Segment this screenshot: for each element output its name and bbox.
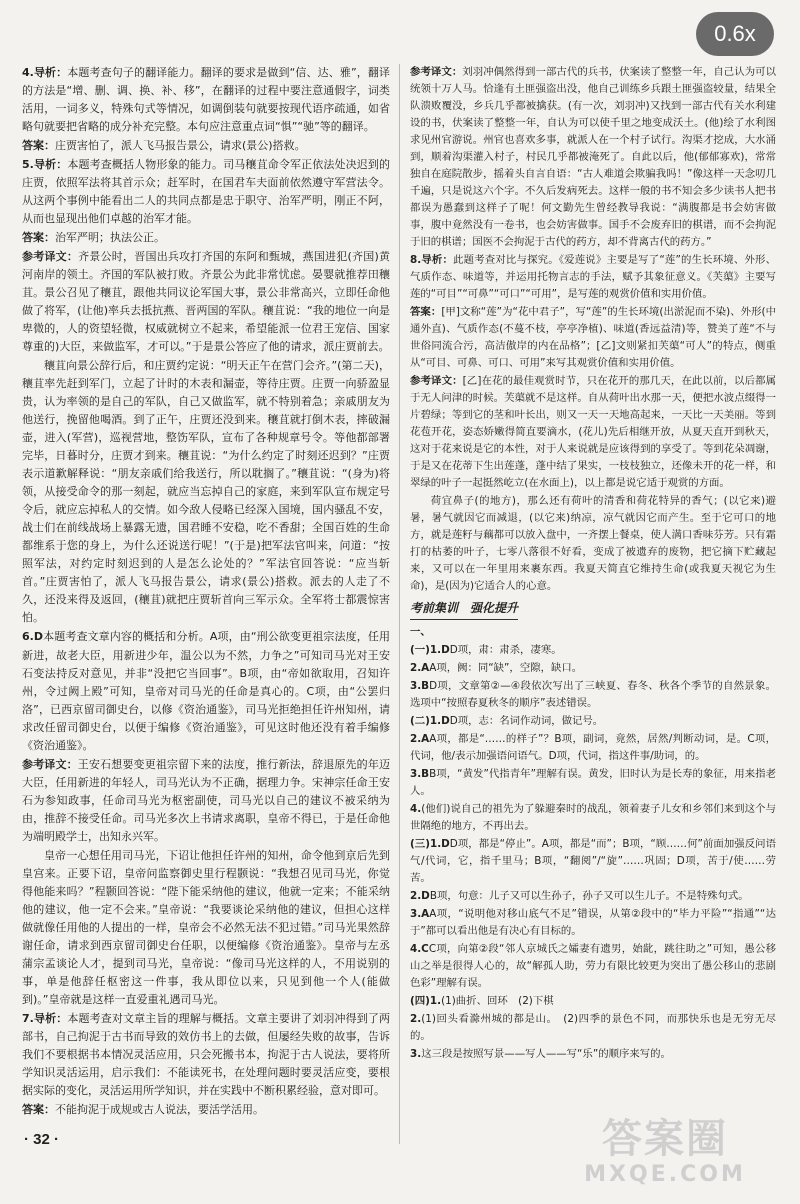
item-label: (四)1. (410, 994, 442, 1007)
item-text: A项，阙：同“缺”，空隙，缺口。 (429, 661, 583, 674)
item-text: A项，“说明他对移山底气不足”错误，从第②段中的“毕力平险”“指通”“达于”都可以看出他是有决心有目标的。 (410, 907, 776, 937)
item-label: 3.A (410, 907, 430, 920)
item-text: A项，都是“……的样子”？B项，副词，竟然，居然/判断动词，是。C项，代词，他/表示加强语问语气。D项，代词，指这件事/助词，的。 (410, 732, 776, 762)
item-text: 本题考查句子的翻译能力。翻译的要求是做到“信、达、雅”，翻译的方法是“增、删、调、换、补、移”，在翻译的过程中要注意通假字，词类活用，一词多义，特殊句式等情况，如调倒装句就要按现代语序疏通，如省略句就要把省略的成分补充完整。本句应注意重点词“惧”“驰”等的翻译。 (22, 66, 390, 134)
item-label: (一)1.D (410, 643, 450, 656)
item-label: 参考译文： (410, 66, 463, 78)
item-text: 王安石想要变更祖宗留下来的法度，推行新法，辞退原先的年迈大臣，任用新进的年轻人，司马光认为不正确，据理力争。宋神宗任命王安石为参知政事，任命司马光为枢密副使，司马光以自己的建议不被采纳为由，推辞不接受任命。司马光多次上书请求离职，皇帝不得已，于是任命他为端明殿学士，出知永兴军。 (22, 757, 390, 843)
item-label: (二)1.D (410, 714, 450, 727)
watermark-site: MXQE.COM (584, 1162, 746, 1187)
answer-paragraph (410, 493, 776, 595)
item-text: D项，都是“停止”。A项，都是“而”；B项，“顾……何”前面加强反问语气/代词，它，指千里马；B项，“翻阅”/“旋”……巩固；D项，苦于/使……劳苦。 (410, 837, 776, 884)
answer-paragraph (410, 993, 776, 1010)
item-label: 一、 (410, 625, 431, 638)
item-text: 不能拘泥于成规或古人说法，要活学活用。 (55, 1102, 264, 1116)
answer-paragraph (410, 766, 776, 800)
item-label: 5.导析： (22, 158, 68, 172)
answer-paragraph (410, 713, 776, 730)
section-heading: 考前集训 强化提升 (410, 600, 518, 619)
answer-paragraph (410, 642, 776, 659)
item-label: 参考译文： (22, 250, 79, 264)
answer-paragraph (410, 1011, 776, 1045)
item-text: 此题考查对比与探究。《爱莲说》主要是写了“莲”的生长环境、外形、气质作态、味道等，并运用托物言志的手法，赋予其象征意义。《芙蕖》主要写莲的“可目”“可鼻”“可口”“可用”，是写莲的观赏价值和实用价值。 (410, 254, 776, 301)
item-label: 答案： (22, 1102, 55, 1116)
item-label: 3.B (410, 679, 430, 692)
item-label: 4.导析： (22, 66, 68, 79)
answer-paragraph (22, 64, 390, 136)
item-label: 2.D (410, 889, 430, 902)
item-label: 参考译文： (22, 757, 78, 771)
item-label: 参考译文： (410, 375, 463, 388)
item-text: 这三段是按照写景——写人——写“乐”的顺序来写的。 (421, 1047, 671, 1060)
answer-paragraph (22, 248, 390, 356)
zoom-level-badge[interactable]: 0.6x (696, 12, 774, 56)
watermark-logo (550, 1116, 780, 1192)
item-text: D项，志：名词作动词，做记号。 (449, 714, 604, 727)
item-text: 治军严明；执法公正。 (55, 231, 165, 245)
item-text: 本题考查概括人物形象的能力。司马穰苴命令军正依法处决迟到的庄贾，依照军法将其首示众；赶军时，在国君车夫面前依然遵守军营法令。从这两个事例中能看出二人的共同点都是忠于职守、治军严明，刚正不阿，从而也显现出他们卓越的治军才能。 (22, 158, 390, 226)
item-label: 3. (410, 1047, 422, 1060)
item-label: 4. (410, 802, 422, 815)
answer-paragraph (410, 373, 776, 492)
column-divider (399, 64, 400, 1144)
answer-paragraph (410, 906, 776, 940)
answer-paragraph (410, 660, 776, 677)
item-text: B项，“黄发”代指青年”理解有误。黄发，旧时认为是长寿的象征，用来指老人。 (410, 767, 776, 797)
item-text: D项，肃：肃杀，凄寒。 (449, 643, 562, 656)
item-text: 庄贾害怕了，派人飞马报告景公，请求(景公)搭救。 (55, 139, 306, 153)
answer-paragraph (22, 1101, 390, 1119)
item-label: (三)1.D (410, 837, 450, 850)
item-label: 3.B (410, 767, 430, 780)
item-text: 穰苴向景公辞行后，和庄贾约定说：“明天正午在营门会齐。”(第二天)，穰苴率先赶到军门，立起了计时的木表和漏壶，等待庄贾。庄贾一向骄盈显贵，认为率领的是自己的军队，自己又做监军，就不特别着急；亲戚朋友为他送行，挽留他喝酒。到了正午，庄贾还没到来。穰苴就打倒木表，摔破漏壶，进入(军营)，巡视营地，整饬军队，宣布了各种规章号令。等他都部署完毕，日暮时分，庄贾才到来。穰苴说：“为什么约定了时刻还迟到？”庄贾表示道歉解释说：“朋友亲戚们给我送行，所以耽搁了。”穰苴说：“(身为)将领，从接受命令的那一刻起，就应当忘掉自己的家庭，来到军队宣布规定号令后，就应忘掉私人的交情。如今敌人侵略已经深入国境，国内骚乱不安，战士们在前线战场上暴露无遗，国君睡不安稳，吃不香甜；全国百姓的生命都维系于您的身上，为什么还说送行呢！”(于是)把军法官叫来，问道：“按照军法，对约定时刻迟到的人是怎么论处的？”军法官回答说：“应当斩首。”庄贾害怕了，派人飞马报告景公，请求(景公)搭救。派去的人走了不久，还没来得及返回，(穰苴)就把庄贾斩首向三军示众。全军将士都震惊害怕。 (22, 359, 390, 625)
answer-paragraph (410, 624, 776, 641)
item-text: 荷宜鼻子(的地方)，那么还有荷叶的清香和荷花特异的香气；(以它来)避暑，暑气就因它而减退，(以它来)纳凉，凉气就因它而产生。至于它可口的地方，就是莲籽与藕都可以放入盘中，一齐摆上餐桌，使人满口香味芬芳。只有霜打的枯萎的叶子，七零八落很不好看，变成了被遗弃的废物，把它摘下贮藏起来，又可以在一年里用来裹东西。我夏天简直它维持生命(或我夏天视它为生命)，是(因为)它适合人的心意。 (410, 495, 776, 593)
item-label: 2. (410, 1012, 422, 1025)
item-text: B项，句意：儿子又可以生孙子，孙子又可以生儿子。不是特殊句式。 (429, 889, 749, 902)
item-text: (他们)说自己的祖先为了躲避秦时的战乱，领着妻子儿女和乡邻们来到这个与世隔绝的地方，不再出去。 (410, 802, 776, 832)
answer-paragraph (410, 941, 776, 992)
item-text: [甲]文称“莲”为“花中君子”，写“莲”的生长环境(出淤泥而不染)、外形(中通外直)、气质作态(不蔓不枝，亭亭净植)、味道(香远益清)等，赞美了莲“不与世俗同流合污，高洁傲岸的内在品格”；[乙]文则紧扣芙蕖“可人”的特点，侧重从“可目、可鼻、可口、可用”来写其观赏价值和实用价值。 (410, 306, 776, 370)
item-text: 刘羽冲偶然得到一部古代的兵书，伏案读了整整一年，自己认为可以统领十万人马。恰逢有土匪强盗出没，他自己训练乡兵跟土匪强盗较量，结果全队溃败覆没，乡兵几乎都被擒获。(有一次，刘羽冲)又找到一部古代有关水利建设的书，伏案读了整整一年，自认为可以使千里之地变成沃土。(他)绘了水利图求见州官游说。州官也喜欢多事，就派人在一个村子试行。沟渠才挖成，大水涌到，顺着沟渠灌入村子，村民几乎都被淹死了。自此以后，他(郁郁寡欢)，常常独自在庭院散步，摇着头自言自语：“古人难道会欺骗我吗！”像这样一天念叨几千遍，只是说这六个字。不久后发病死去。这样一般的书不知会多少读书人把书都误为愚蠢到这样子了呢！何文勤先生曾经教导我说：“满腹都是书会妨害做事，腹中竟然没有一卷书，也会妨害做事。国手不会废弃旧的棋谱，而不会拘泥于旧的棋谱；国医不会拘泥于古代的药方，却不背离古代的药方。” (410, 66, 776, 249)
item-text: 本题考查文章内容的概括和分析。A项，由“刑公欲变更祖宗法度，任用新进，故老大臣，用新进少年，温公以为不然，力争之”可知司马光对王安石变法持反对意见，并非“没把它当回事”。B项，由“帝如欲取用，召知许州，令过阙上殿”可知，皇帝对司马光的任命是真心的。C项，由“公罢归洛”，已西京留司御史台，以修《资治通鉴》，司马光拒绝担任许州知州，请求改任留司御史台，以便于编修《资治通鉴》，可见这时他还没有着手编修《资治通鉴》。 (22, 630, 390, 752)
answer-paragraph (22, 847, 390, 1009)
item-label: 8.导析： (410, 254, 454, 267)
answer-paragraph (410, 64, 776, 251)
item-label: 答案： (22, 231, 55, 245)
item-text: [乙]在花的最佳观赏时节，只在花开的那几天，在此以前，以后都属于无人问津的时候。芙蕖就不是这样。自从荷叶出水那一天，便把水波点缀得一片碧绿；等到它的茎和叶长出，则又一天一天地高起来，一天比一天美丽。等到花苞开花，姿态娇嫩得简直要滴水，(花儿)先后相继开放，从夏天直开到秋天，这对于花来说是它的本性，对于人来说就是应该得到的享受了。等到花朵凋谢，于是又在花蒂下生出莲蓬，蓬中结了果实，一枝枝独立，还像未开的花一样，和翠绿的叶子一起挺然屹立(在水面上)，以上都是说它适于观赏的方面。 (410, 375, 777, 490)
item-label: 6.D (22, 630, 43, 644)
answer-paragraph (410, 731, 776, 765)
item-label: 答案： (410, 306, 442, 319)
answer-paragraph (410, 678, 776, 712)
item-label: 4.C (410, 942, 429, 955)
answer-paragraph (410, 1046, 776, 1063)
answer-paragraph (410, 801, 776, 835)
item-label: 7.导析： (22, 1011, 68, 1025)
item-text: D项，文章第②—④段依次写出了三峡夏、春冬、秋各个季节的自然景象。选项中“按照春夏秋冬的顺序”表述错误。 (410, 679, 776, 709)
answer-paragraph (22, 137, 390, 155)
item-text: 齐景公时，晋国出兵攻打齐国的东阿和甄城，燕国进犯(齐国)黄河南岸的领土。齐国的军队被打败。齐景公为此非常忧虑。晏婴就推荐田穰苴。景公召见了穰苴，跟他共同议论军国大事，景公非常高兴，立即任命他做了将军，(让他)率兵去抵抗燕、晋两国的军队。穰苴说：“我的地位一向是卑微的，人的资望轻微，权威就树立不起来，希望能派一位君王宠信、国家尊重的)大臣，来做监军，才可以。”于是景公答应了他的请求，派庄贾前去。 (22, 250, 390, 354)
item-text: C项，向第②段“邻人京城氏之孀妻有遗男，始龀，跳往助之”可知，愚公移山之举是很得人心的，故“解孤人助，劳力有限比较更为突出了愚公移山的悲剧色彩”理解有误。 (410, 942, 776, 989)
watermark-logo-text: 答案圈 (602, 1116, 728, 1162)
answer-paragraph (22, 1010, 390, 1100)
answer-paragraph (22, 628, 390, 754)
left-column (22, 64, 390, 1120)
item-label: 2.A (410, 661, 430, 674)
answer-paragraph (22, 229, 390, 247)
item-label: 答案： (22, 139, 55, 153)
page-number: · 32 · (24, 1131, 60, 1148)
right-column (410, 64, 776, 1064)
item-text: 本题考查对文章主旨的理解与概括。文章主要讲了刘羽冲得到了两部书，自己拘泥于古书而导致的效仿书上的去做，但屡经失败的故事，告诉我们不要根据书本情况灵活应用，只会死搬书本，拘泥于古人说法，要将所学知识灵活运用，启示我们：不能读死书，在处理问题时要灵活应变，要根据实际的变化，灵活运用所学知识，并在实践中不断积累经验，意对即可。 (22, 1011, 390, 1097)
answer-paragraph (22, 357, 390, 627)
answer-paragraph (410, 252, 776, 303)
item-text: 皇帝一心想任用司马光，下诏让他担任许州的知州，命令他到京后先到皇宫来。正要下诏，皇帝问监察御史里行程颢说：“我想召见司马光，你觉得他能来吗？”程颢回答说：“陛下能采纳他的建议，他就一定来；不能采纳他的建议，他一定不会来。”皇帝说：“我要谈论采纳他的建议，但担心这样做就像任用他的人提出的一样，皇帝会不必然无法不犯过错。”司马光果然辞谢任命，请求到西京留司御史台任职，以便编修《资治通鉴》。皇帝与左丞蒲宗孟谈论人才，提到司马光，皇帝说：“像司马光这样的人，不用说别的事，单是他辞任枢密这一件事，我从即位以来，只见到他一个人(能做到)。”皇帝就是这样一直爱重礼遇司马光。 (22, 848, 390, 1006)
item-text: (1)回头看滁州城的都是山。 (2)四季的景色不同，而那快乐也是无穷无尽的。 (410, 1012, 776, 1042)
answer-paragraph (410, 888, 776, 905)
answer-paragraph (22, 156, 390, 228)
answer-paragraph (22, 756, 390, 846)
item-label: 2.A (410, 732, 430, 745)
answer-paragraph (410, 304, 776, 372)
answer-paragraph (410, 836, 776, 887)
item-text: (1)曲折、回环 (2)下棋 (441, 994, 554, 1007)
